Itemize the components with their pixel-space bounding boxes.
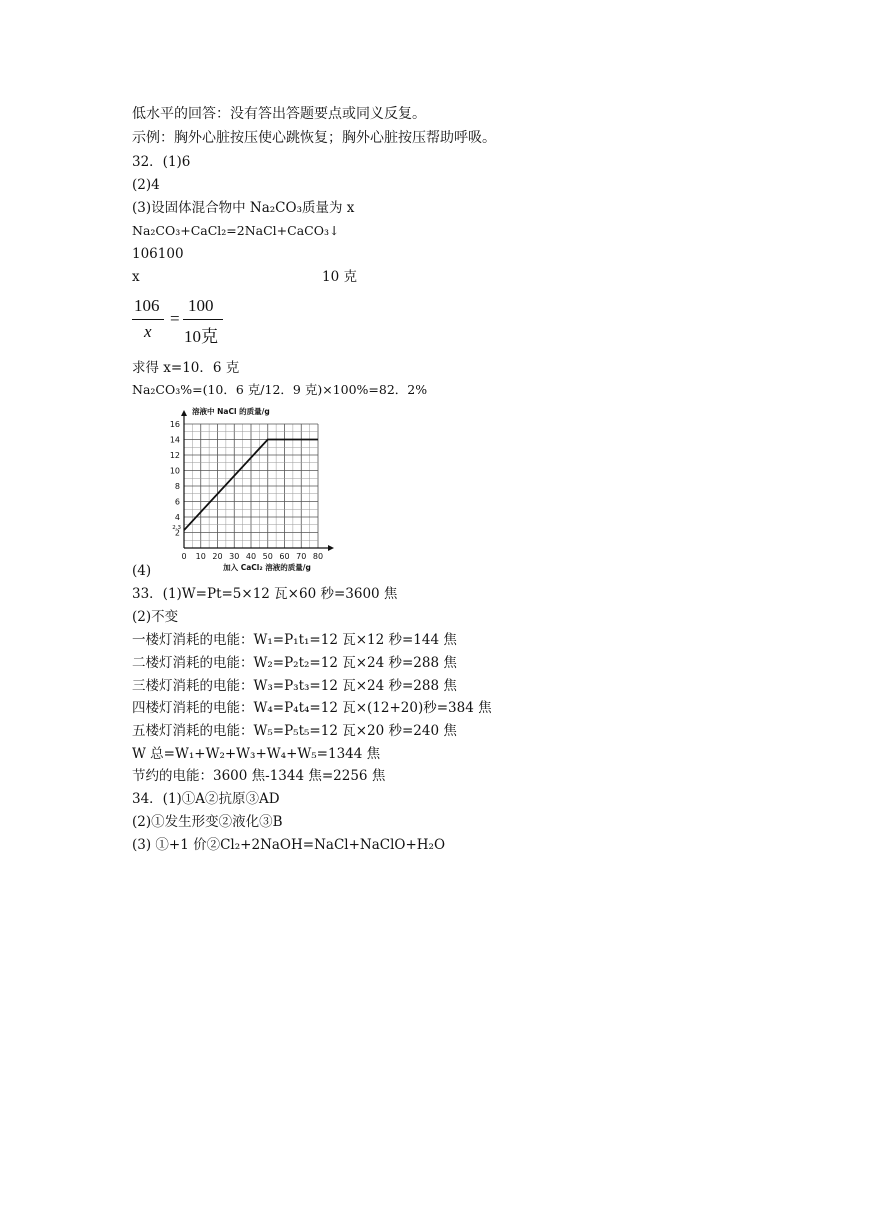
fraction-bar: [183, 319, 223, 320]
y-tick-label: 2: [174, 528, 180, 538]
answer-line: 106100: [132, 246, 184, 262]
chemical-equation: Na₂CO₃+CaCl₂=2NaCl+CaCO₃↓: [132, 223, 340, 238]
answer-line: 32．(1)6: [132, 154, 191, 170]
y-axis-label: 溶液中 NaCl 的质量/g: [192, 407, 270, 416]
x-tick-label: 50: [262, 552, 273, 561]
fraction-bar: [132, 319, 164, 320]
answer-line: 五楼灯消耗的电能：W₅=P₅t₅=12 瓦×20 秒=240 焦: [132, 723, 457, 739]
y-extra-tick-label: 2.3: [172, 525, 181, 532]
y-tick-label: 16: [169, 420, 180, 429]
answer-line: 示例：胸外心脏按压使心跳恢复；胸外心脏按压帮助呼吸。: [132, 130, 496, 146]
x-tick-label: 40: [245, 552, 257, 561]
proportion-fraction: [132, 296, 222, 346]
fraction-denominator-right: 10克: [184, 327, 218, 346]
x-tick-label: 80: [312, 552, 324, 561]
x-axis-arrow: [328, 545, 334, 551]
x-tick-label: 10: [195, 552, 206, 561]
answer-line: 求得 x=10．6 克: [132, 360, 240, 376]
y-tick-label: 4: [174, 513, 180, 522]
answer-line: 三楼灯消耗的电能：W₃=P₃t₃=12 瓦×24 秒=288 焦: [132, 678, 457, 694]
answer-line: (4): [132, 563, 152, 579]
answer-line: 34．(1)①A②抗原③AD: [132, 791, 280, 807]
answer-line: 10 克: [322, 269, 357, 285]
y-axis-arrow: [181, 410, 187, 416]
answer-line: 一楼灯消耗的电能：W₁=P₁t₁=12 瓦×12 秒=144 焦: [132, 632, 457, 648]
answer-line: (3)设固体混合物中 Na₂CO₃质量为 x: [132, 200, 355, 216]
answer-line: 33．(1)W=Pt=5×12 瓦×60 秒=3600 焦: [132, 586, 398, 602]
answer-line: 节约的电能：3600 焦-1344 焦=2256 焦: [132, 768, 386, 784]
answer-line: W 总=W₁+W₂+W₃+W₄+W₅=1344 焦: [132, 746, 381, 762]
answer-line: (2)4: [132, 177, 160, 193]
x-tick-label: 30: [229, 552, 240, 561]
nacl-mass-chart: [160, 402, 360, 574]
answer-line: (2)不变: [132, 609, 179, 625]
x-tick-label: 70: [296, 552, 307, 561]
x-axis-label: 加入 CaCl₂ 溶液的质量/g: [223, 563, 311, 572]
fraction-numerator-left: 106: [134, 296, 160, 315]
answer-line: 二楼灯消耗的电能：W₂=P₂t₂=12 瓦×24 秒=288 焦: [132, 655, 457, 671]
answer-line: (3) ①+1 价②Cl₂+2NaOH=NaCl+NaClO+H₂O: [132, 837, 446, 853]
answer-line: 低水平的回答：没有答出答题要点或同义反复。: [132, 106, 426, 122]
y-tick-label: 8: [174, 482, 180, 491]
answer-line: (2)①发生形变②液化③B: [132, 814, 283, 830]
y-tick-label: 6: [174, 497, 180, 507]
answer-line: Na₂CO₃%=(10．6 克/12．9 克)×100%=82．2%: [132, 382, 428, 397]
x-tick-label: 0: [181, 552, 187, 561]
x-tick-label: 20: [212, 552, 223, 561]
fraction-equals: =: [170, 309, 180, 328]
x-tick-label: 60: [279, 552, 290, 561]
answer-line: 四楼灯消耗的电能：W₄=P₄t₄=12 瓦×(12+20)秒=384 焦: [132, 700, 492, 716]
y-tick-label: 14: [169, 435, 180, 445]
fraction-numerator-right: 100: [188, 296, 214, 315]
fraction-denominator-left: x: [144, 322, 152, 341]
answer-line: x: [132, 269, 140, 285]
y-tick-label: 12: [169, 451, 180, 460]
y-tick-label: 10: [169, 466, 180, 476]
